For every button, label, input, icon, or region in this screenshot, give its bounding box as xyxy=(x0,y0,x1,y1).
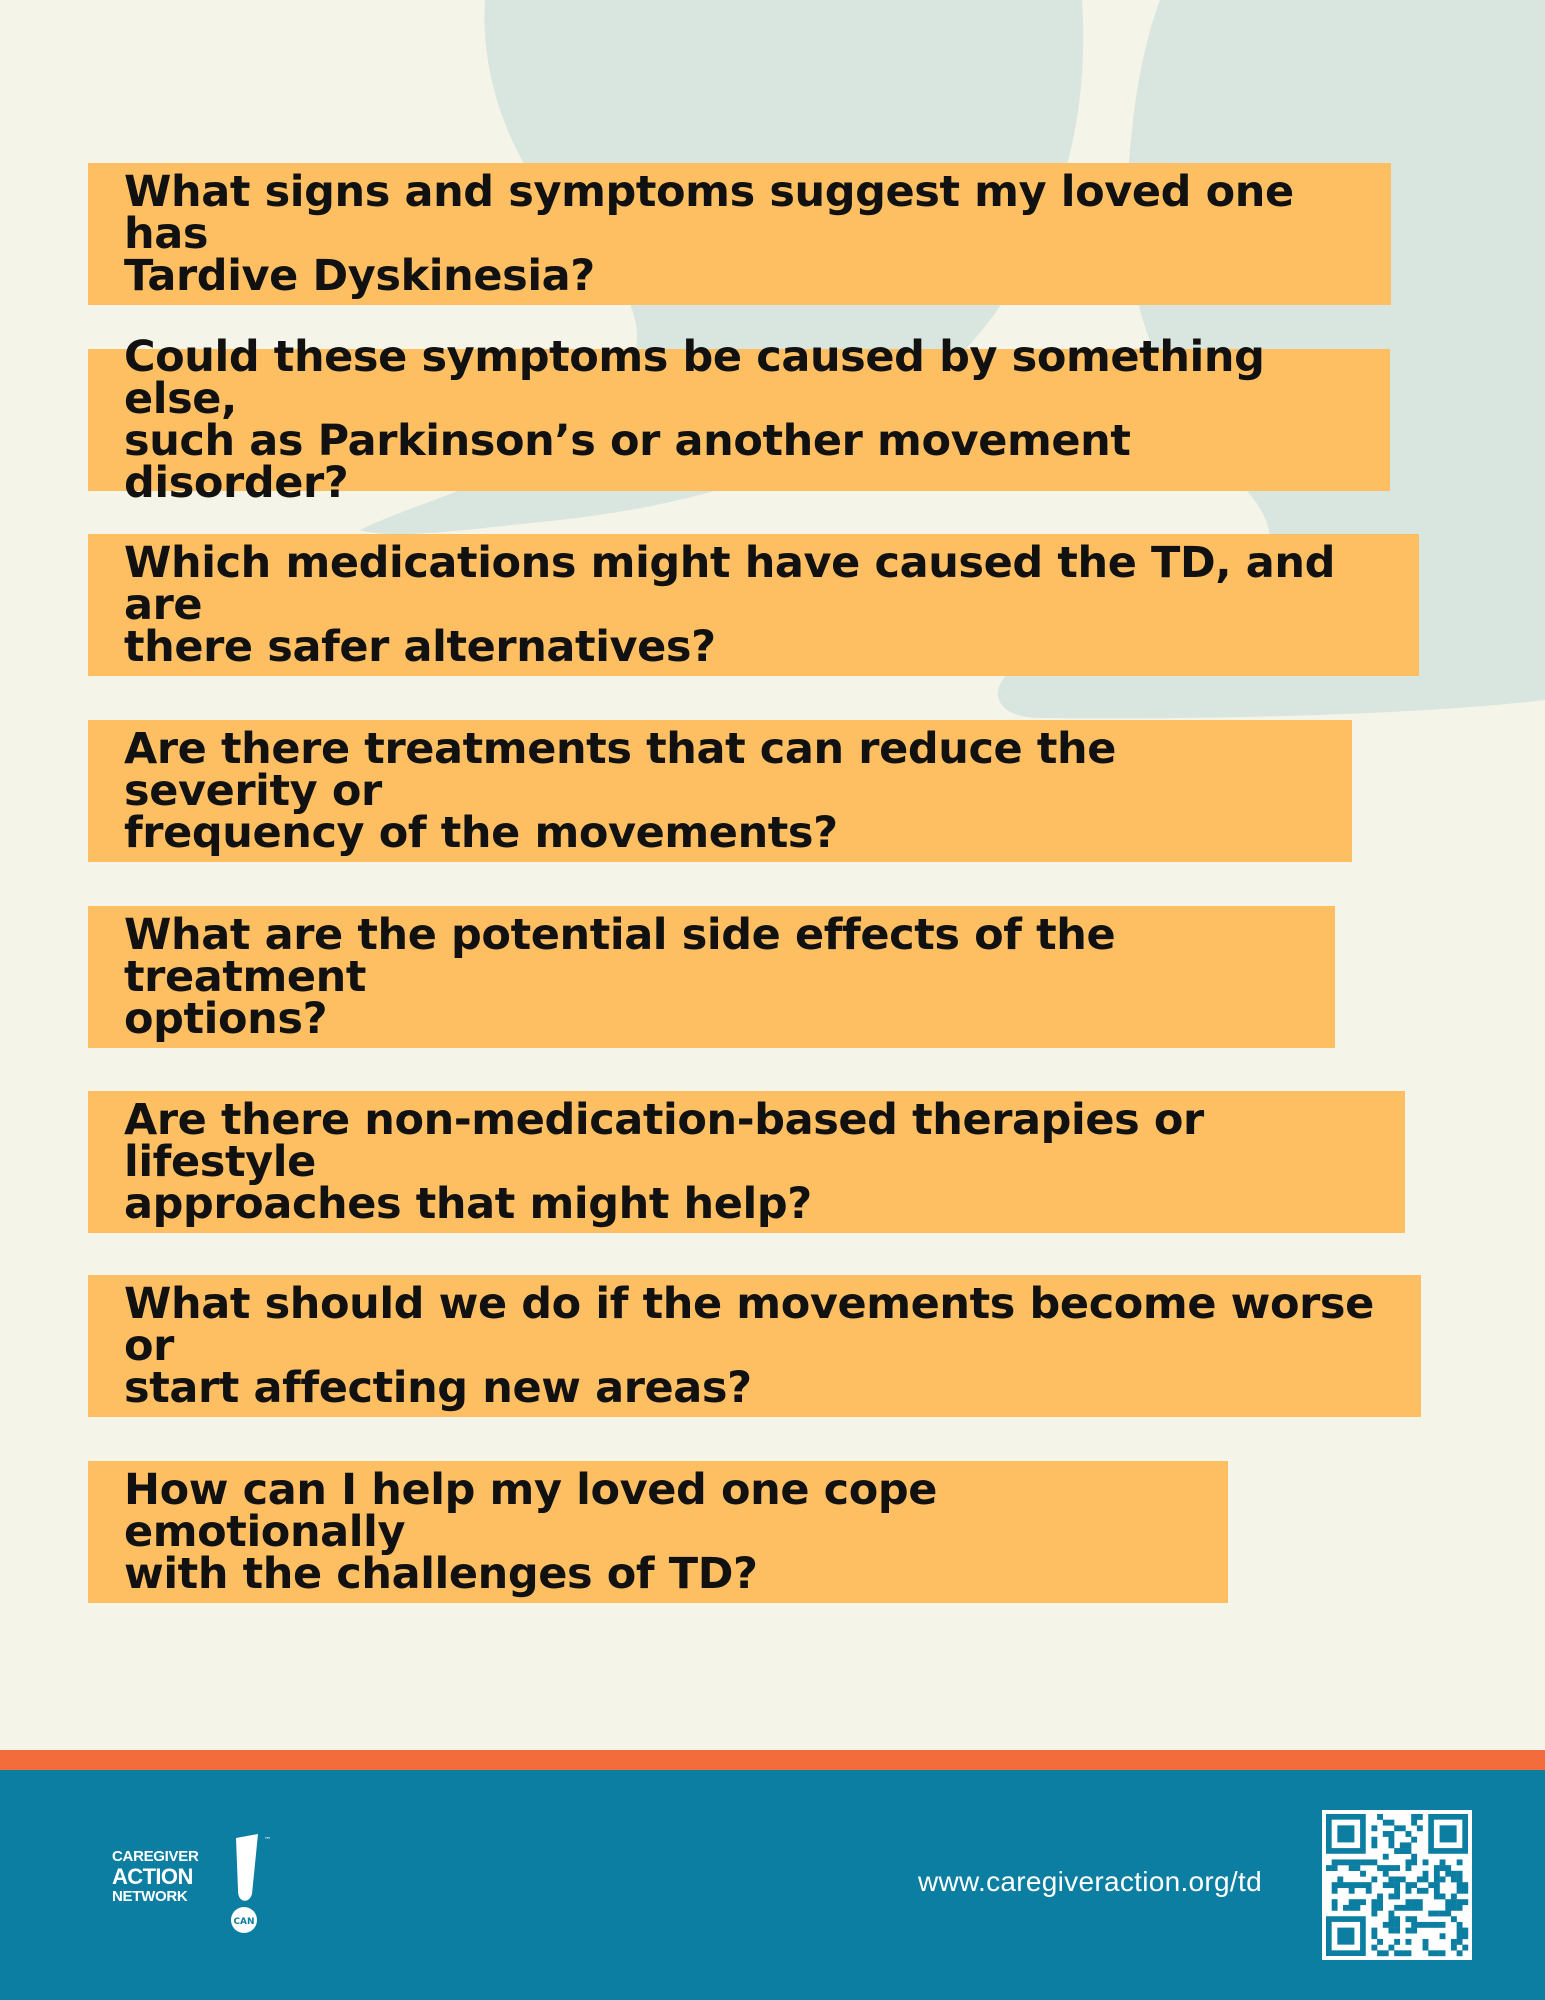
question-2-text: Could these symptoms be caused by something else, such as Parkinson’s or another movement disorder? xyxy=(124,332,1265,508)
exclamation-mark-icon xyxy=(192,1832,272,1942)
question-1 xyxy=(88,163,1391,305)
question-3-text: Which medications might have caused the TD, and are there safer alternatives? xyxy=(124,538,1335,672)
caregiver-action-network-logo xyxy=(112,1832,272,1942)
website-url[interactable]: www.caregiveraction.org/td xyxy=(918,1866,1262,1897)
question-7 xyxy=(88,1275,1421,1417)
logo-text-action: ACTION xyxy=(112,1864,193,1889)
question-2 xyxy=(88,332,1390,508)
footer-accent-stripe xyxy=(0,1750,1545,1770)
qr-code-icon xyxy=(1322,1810,1472,1960)
question-8-text: How can I help my loved one cope emotionally with the challenges of TD? xyxy=(124,1465,938,1599)
question-6 xyxy=(88,1091,1405,1233)
question-6-text: Are there non-medication-based therapies or lifestyle approaches that might help? xyxy=(124,1095,1204,1229)
question-7-text: What should we do if the movements become worse or start affecting new areas? xyxy=(124,1279,1374,1413)
question-3 xyxy=(88,534,1419,676)
question-4-text: Are there treatments that can reduce the severity or frequency of the movements? xyxy=(124,724,1117,858)
trademark-symbol: ™ xyxy=(264,1836,271,1844)
logo-text-network: NETWORK xyxy=(112,1888,188,1905)
question-4 xyxy=(88,720,1352,862)
logo-text-caregiver: CAREGIVER xyxy=(112,1848,199,1865)
question-5-text: What are the potential side effects of the treatment options? xyxy=(124,910,1116,1044)
question-5 xyxy=(88,906,1335,1048)
question-1-text: What signs and symptoms suggest my loved one has Tardive Dyskinesia? xyxy=(124,167,1294,301)
question-8 xyxy=(88,1461,1228,1603)
footer xyxy=(0,1770,1545,2000)
logo-badge-text: CAN xyxy=(233,1917,255,1927)
